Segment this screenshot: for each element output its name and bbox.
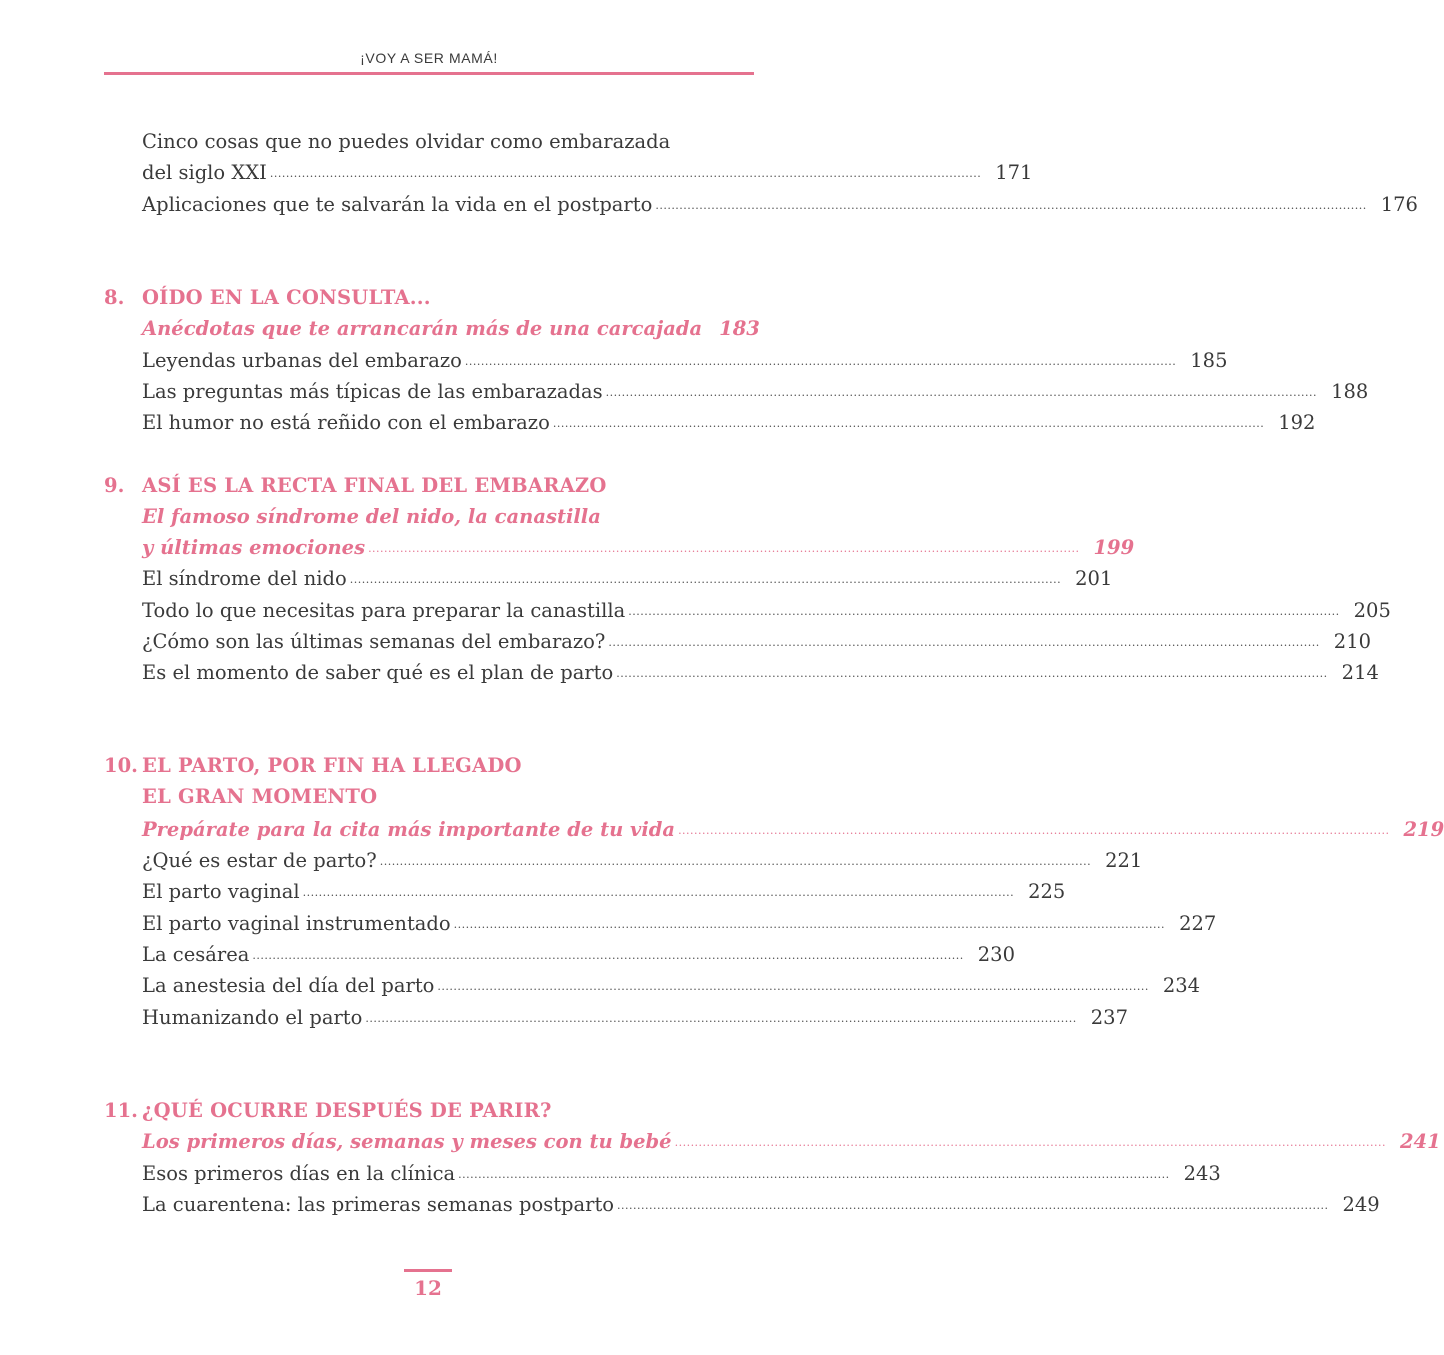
toc-entry[interactable]: [104, 1002, 1128, 1033]
entry-text: [142, 345, 1228, 379]
dot-leader: ..................................................................................................................................................................................: [464, 355, 1177, 368]
toc-entry[interactable]: [104, 876, 1066, 907]
toc-entry[interactable]: [104, 157, 1033, 188]
toc-entry[interactable]: [104, 939, 1015, 970]
entry-label: La cesárea: [142, 943, 250, 966]
entry-text: [142, 814, 1444, 848]
toc-entry[interactable]: [104, 657, 1379, 688]
entry-label: El parto vaginal: [142, 880, 300, 903]
toc-entry[interactable]: [104, 1158, 1221, 1189]
dot-leader: ..................................................................................................................................................................................: [453, 918, 1166, 931]
entry-text: [142, 376, 1369, 410]
chapter-heading[interactable]: [104, 1095, 754, 1126]
entry-text: [142, 501, 754, 532]
toc-entry[interactable]: [104, 595, 1391, 626]
entry-label: El humor no está reñido con el embarazo: [142, 411, 550, 434]
dot-leader: ..................................................................................................................................................................................: [302, 886, 1015, 899]
entry-label: ¿Qué es estar de parto?: [142, 849, 377, 872]
entry-label: del siglo XXI: [142, 161, 267, 184]
dot-leader: ..................................................................................................................................................................................: [674, 1136, 1386, 1149]
entry-text: [142, 845, 1143, 879]
toc-entry[interactable]: [104, 126, 754, 157]
toc-entry[interactable]: [104, 376, 1369, 407]
entry-text: [142, 313, 760, 347]
entry-label: Todo lo que necesitas para preparar la canastilla: [142, 599, 626, 622]
toc-entry[interactable]: [104, 970, 1201, 1001]
entry-text: [142, 595, 1391, 629]
chapter-heading[interactable]: [104, 781, 754, 812]
toc-entry[interactable]: [104, 845, 1143, 876]
chapter-heading[interactable]: [104, 282, 754, 313]
entry-page-number: 241: [1399, 1130, 1441, 1153]
entry-label: Es el momento de saber qué es el plan de parto: [142, 661, 614, 684]
dot-leader: ..................................................................................................................................................................................: [678, 824, 1390, 837]
chapter-heading[interactable]: [104, 750, 754, 781]
entry-label: La anestesia del día del parto: [142, 974, 435, 997]
entry-text: [142, 657, 1379, 691]
chapter-subtitle-entry[interactable]: [104, 313, 760, 344]
entry-page-number: 243: [1183, 1162, 1221, 1185]
entry-label: Prepárate para la cita más importante de tu vida: [142, 818, 676, 841]
toc-entry[interactable]: [104, 189, 1418, 220]
entry-page-number: 205: [1353, 599, 1391, 622]
dot-leader: ..................................................................................................................................................................................: [365, 1012, 1077, 1025]
entry-page-number: 221: [1105, 849, 1143, 872]
entry-label: ¿QUÉ OCURRE DESPUÉS DE PARIR?: [142, 1099, 552, 1122]
entry-page-number: 214: [1341, 661, 1379, 684]
entry-text: [142, 407, 1316, 441]
entry-page-number: 210: [1333, 630, 1372, 653]
entry-label: EL GRAN MOMENTO: [142, 785, 378, 808]
entry-label: Aplicaciones que te salvarán la vida en el postparto: [142, 193, 653, 216]
dot-leader: ..................................................................................................................................................................................: [379, 855, 1092, 868]
entry-text: [142, 563, 1113, 597]
entry-label: Las preguntas más típicas de las embarazadas: [142, 380, 603, 403]
dot-leader: ..................................................................................................................................................................................: [616, 667, 1328, 680]
chapter-number: 9.: [104, 474, 125, 497]
dot-leader: ..................................................................................................................................................................................: [252, 949, 964, 962]
chapter-subtitle-entry[interactable]: [104, 1126, 1441, 1157]
toc-entry[interactable]: [104, 563, 1113, 594]
toc-entry[interactable]: [104, 626, 1372, 657]
entry-text: [142, 189, 1418, 223]
entry-label: Cinco cosas que no puedes olvidar como embarazada: [142, 130, 671, 153]
entry-label: ASÍ ES LA RECTA FINAL DEL EMBARAZO: [142, 474, 607, 497]
dot-leader: ..................................................................................................................................................................................: [368, 542, 1080, 555]
entry-page-number: 183: [719, 317, 760, 340]
toc-entry[interactable]: [104, 908, 1217, 939]
entry-label: La cuarentena: las primeras semanas postparto: [142, 1193, 615, 1216]
entry-text: [142, 1095, 754, 1126]
chapter-number: 10.: [104, 754, 138, 777]
entry-label: El parto vaginal instrumentado: [142, 912, 451, 935]
entry-label: EL PARTO, POR FIN HA LLEGADO: [142, 754, 522, 777]
chapter-number: 8.: [104, 286, 125, 309]
entry-label: Esos primeros días en la clínica: [142, 1162, 456, 1185]
running-head: ¡VOY A SER MAMÁ!: [360, 50, 498, 66]
entry-text: [142, 970, 1201, 1004]
dot-leader: ..................................................................................................................................................................................: [437, 980, 1149, 993]
page-number: 12: [414, 1276, 442, 1300]
entry-page-number: 225: [1028, 880, 1066, 903]
entry-page-number: 171: [995, 161, 1033, 184]
entry-page-number: 199: [1093, 536, 1135, 559]
entry-label: y últimas emociones: [142, 536, 366, 559]
entry-page-number: 249: [1342, 1193, 1380, 1216]
entry-page-number: 237: [1090, 1006, 1128, 1029]
entry-text: [142, 282, 754, 313]
entry-text: [142, 126, 754, 157]
entry-text: [142, 470, 754, 501]
entry-text: [142, 908, 1217, 942]
entry-page-number: 185: [1190, 349, 1228, 372]
chapter-subtitle-entry[interactable]: [104, 532, 1135, 563]
toc-entry[interactable]: [104, 345, 1228, 376]
toc-entry[interactable]: [104, 407, 1316, 438]
entry-page-number: 230: [977, 943, 1015, 966]
dot-leader: ..................................................................................................................................................................................: [269, 167, 982, 180]
entry-label: Leyendas urbanas del embarazo: [142, 349, 462, 372]
dot-leader: ..................................................................................................................................................................................: [605, 386, 1318, 399]
entry-page-number: 234: [1162, 974, 1201, 997]
entry-text: [142, 1158, 1221, 1192]
entry-text: [142, 532, 1135, 566]
entry-page-number: 227: [1179, 912, 1217, 935]
entry-text: [142, 876, 1066, 910]
entry-label: Los primeros días, semanas y meses con tu bebé: [142, 1130, 672, 1153]
footer-rule: [404, 1269, 452, 1272]
entry-page-number: 219: [1403, 818, 1444, 841]
entry-label: El síndrome del nido: [142, 567, 347, 590]
chapter-number: 11.: [104, 1099, 138, 1122]
chapter-subtitle-entry[interactable]: [104, 501, 754, 532]
entry-label: ¿Cómo son las últimas semanas del embarazo?: [142, 630, 606, 653]
chapter-subtitle-entry[interactable]: [104, 814, 1444, 845]
header-rule: [104, 72, 754, 75]
entry-text: [142, 1126, 1441, 1160]
toc-entry[interactable]: [104, 1189, 1380, 1220]
entry-page-number: 188: [1331, 380, 1369, 403]
entry-label: Anécdotas que te arrancarán más de una carcajada: [142, 317, 703, 340]
entry-text: [142, 157, 1033, 191]
entry-text: [142, 626, 1372, 660]
dot-leader: ..................................................................................................................................................................................: [608, 636, 1320, 649]
entry-label: El famoso síndrome del nido, la canastilla: [142, 505, 601, 528]
entry-text: [142, 1002, 1128, 1036]
chapter-heading[interactable]: [104, 470, 754, 501]
dot-leader: ..................................................................................................................................................................................: [349, 573, 1062, 586]
entry-label: Humanizando el parto: [142, 1006, 363, 1029]
entry-page-number: 192: [1278, 411, 1316, 434]
dot-leader: ..................................................................................................................................................................................: [628, 605, 1340, 618]
entry-text: [142, 1189, 1380, 1223]
entry-text: [142, 939, 1015, 973]
entry-page-number: 201: [1075, 567, 1113, 590]
entry-text: [142, 781, 754, 812]
dot-leader: ..................................................................................................................................................................................: [617, 1199, 1329, 1212]
entry-page-number: 176: [1380, 193, 1418, 216]
dot-leader: ..................................................................................................................................................................................: [655, 199, 1367, 212]
entry-label: OÍDO EN LA CONSULTA...: [142, 286, 431, 309]
entry-text: [142, 750, 754, 781]
dot-leader: ..................................................................................................................................................................................: [552, 417, 1265, 430]
dot-leader: ..................................................................................................................................................................................: [458, 1168, 1170, 1181]
